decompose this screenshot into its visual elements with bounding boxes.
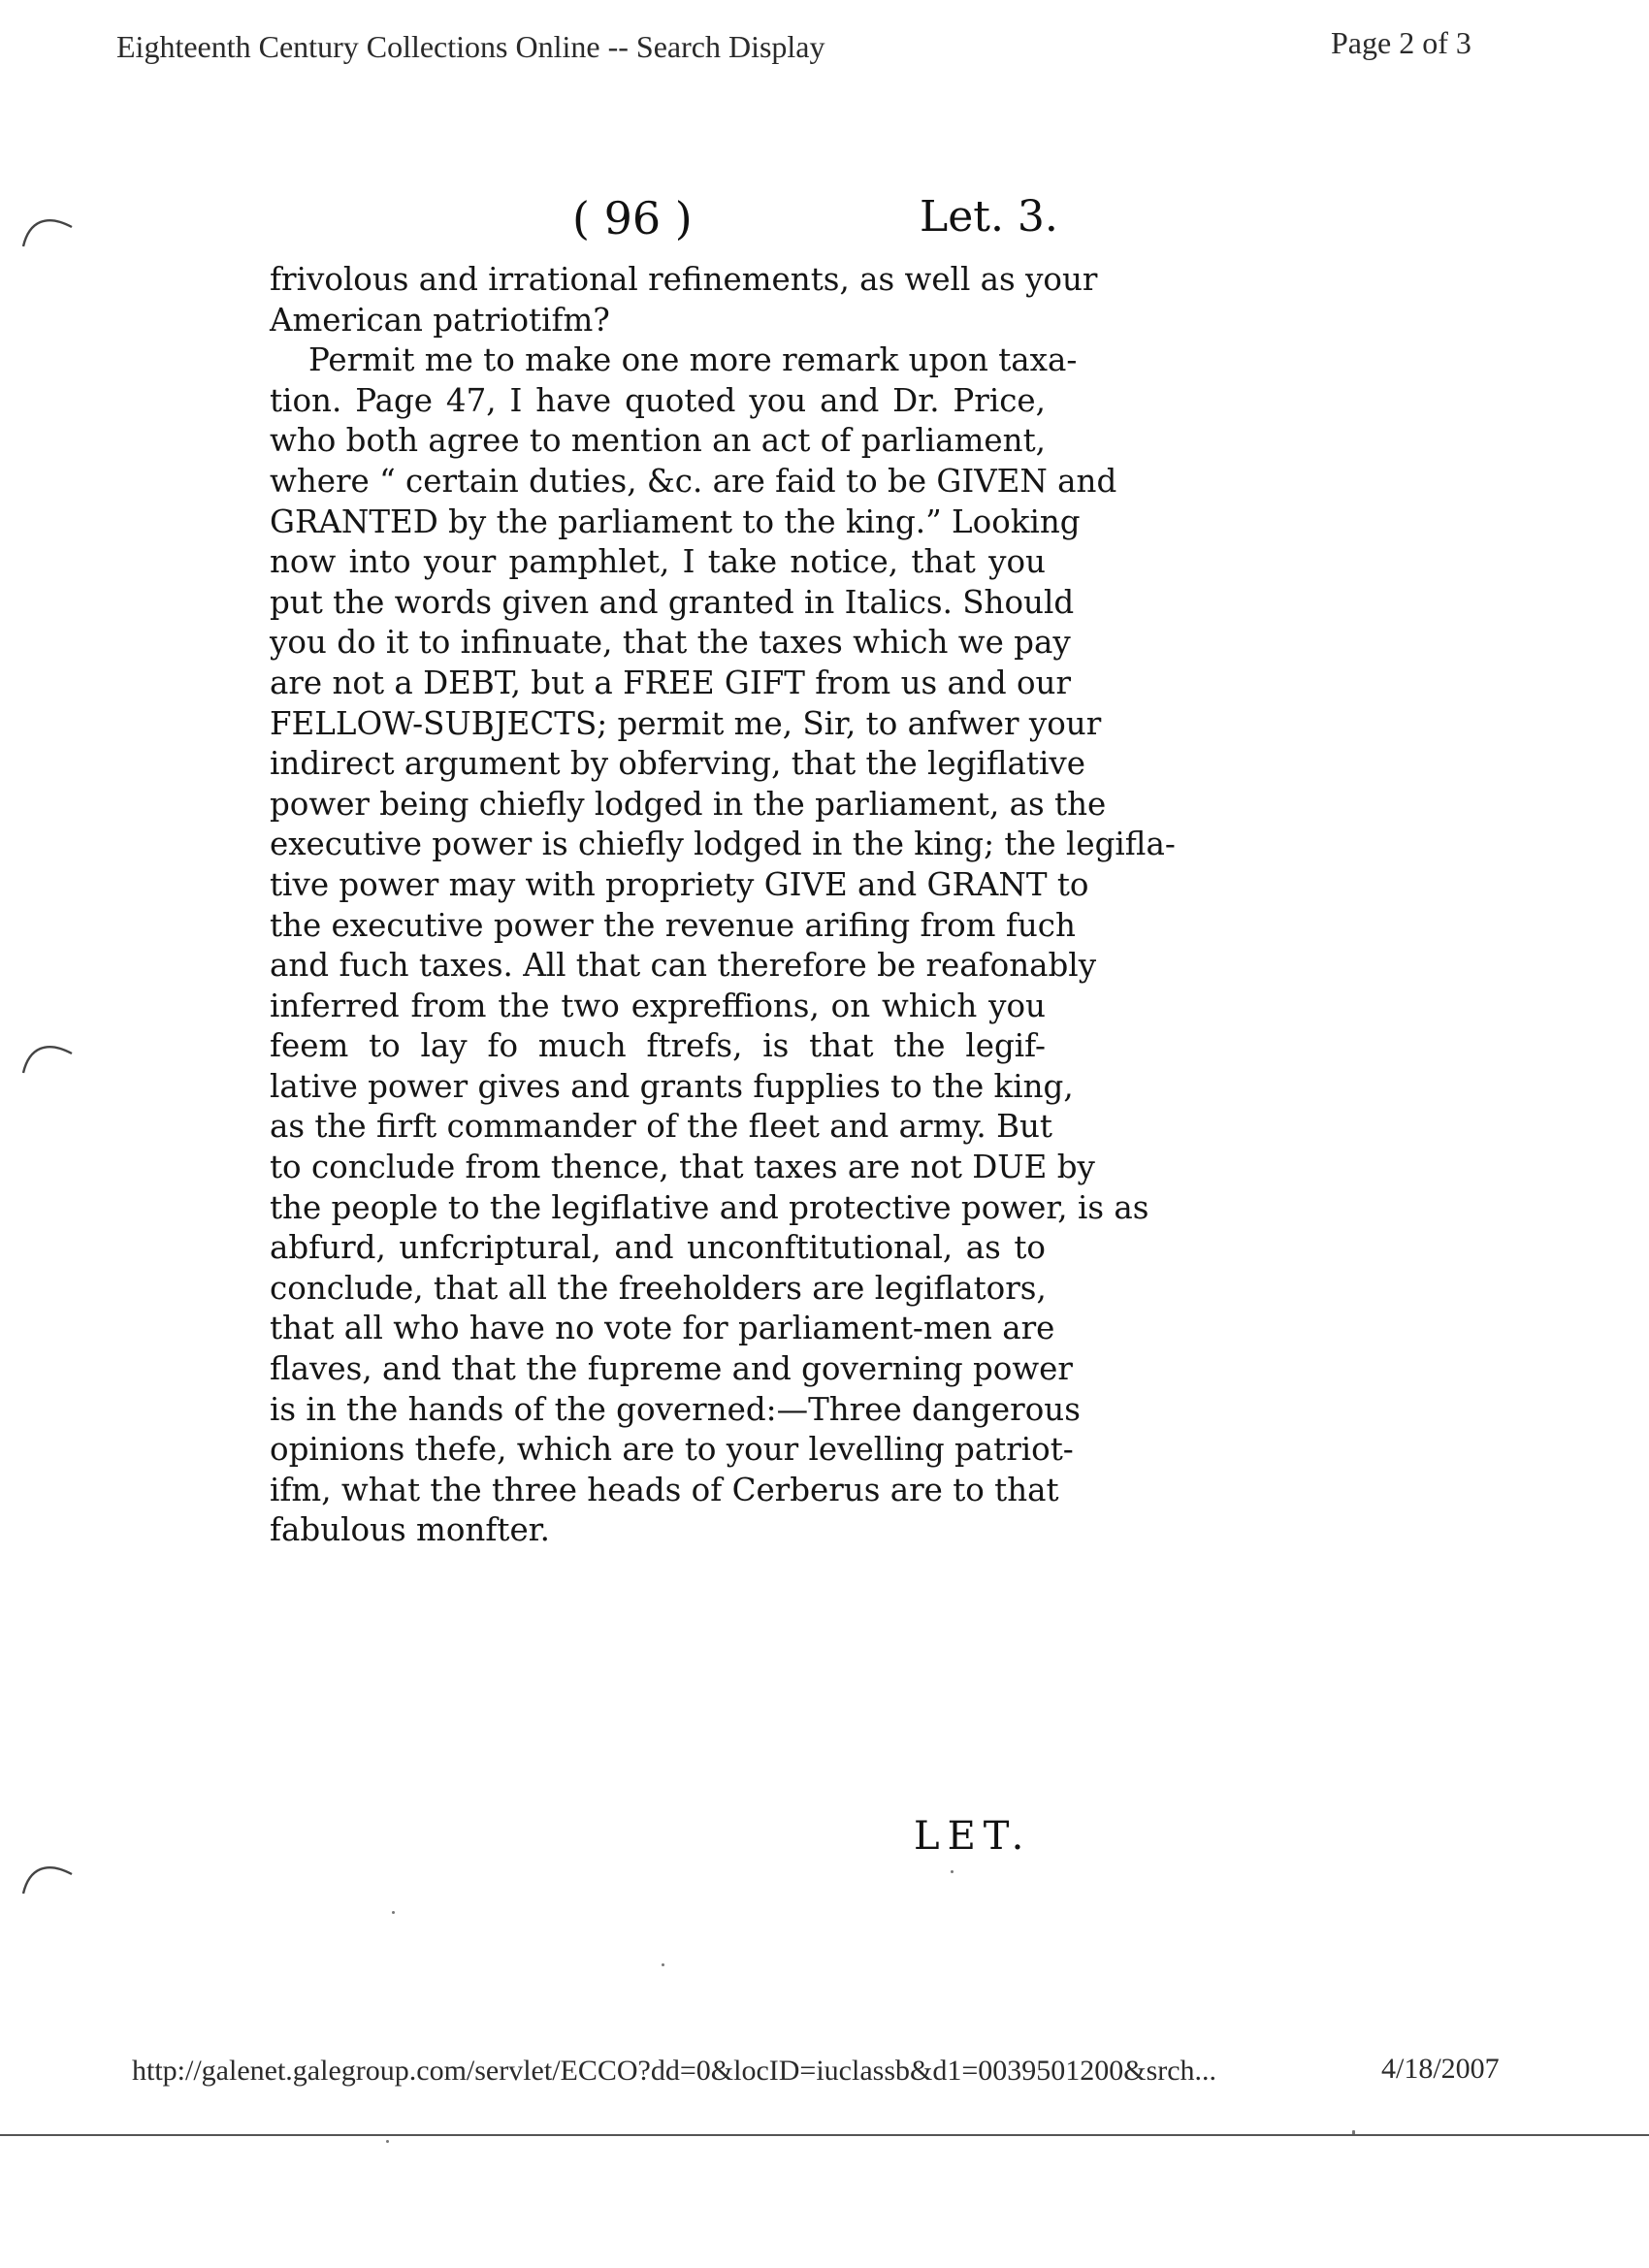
scan-speck [392, 1911, 395, 1914]
text-line: inferred from the two expreffions, on which you [270, 987, 1046, 1024]
text-line: abfurd, unfcriptural, and unconftitutional, as to [270, 1229, 1046, 1267]
binding-hole-mark-top [19, 208, 74, 250]
text-line: put the words given and granted in Italics. Should [270, 583, 1075, 621]
text-line: tion. Page 47, I have quoted you and Dr. Price, [270, 381, 1046, 419]
page-indicator: Page 2 of 3 [1331, 25, 1471, 60]
binding-hole-mark-bottom [19, 1855, 74, 1897]
text-line: to conclude from thence, that taxes are not DUE by [270, 1149, 1095, 1186]
text-line: that all who have no vote for parliament-men are [270, 1310, 1055, 1347]
text-line: indirect argument by obferving, that the legiflative [270, 745, 1085, 783]
text-line: who both agree to mention an act of parliament, [270, 422, 1046, 460]
text-line: are not a DEBT, but a FREE GIFT from us and our [270, 664, 1071, 701]
scan-speck [951, 1870, 954, 1873]
text-line: fabulous monfter. [270, 1511, 550, 1549]
text-line: and fuch taxes. All that can therefore be reafonably [270, 947, 1097, 985]
text-line: executive power is chiefly lodged in the king; the legifla- [270, 826, 1176, 863]
text-line: Permit me to make one more remark upon taxa- [308, 341, 1078, 379]
text-line: frivolous and irrational refinements, as well as your [270, 261, 1098, 298]
page-folio: ( 96 ) [572, 192, 693, 244]
text-line: is in the hands of the governed:—Three dangerous [270, 1390, 1081, 1428]
footer-divider [0, 2134, 1649, 2136]
text-line: opinions thefe, which are to your levelling patriot- [270, 1431, 1074, 1469]
text-line: American patriotifm? [270, 301, 610, 339]
binding-hole-mark-middle [19, 1034, 74, 1077]
text-line: where “ certain duties, &c. are faid to be GIVEN and [270, 462, 1117, 500]
text-line: lative power gives and grants fupplies to the king, [270, 1067, 1074, 1105]
text-line: now into your pamphlet, I take notice, that you [270, 543, 1046, 581]
page-title: Eighteenth Century Collections Online -- Search Display [116, 29, 825, 64]
text-line: conclude, that all the freeholders are legiflators, [270, 1269, 1047, 1307]
text-line: feem to lay fo much ftrefs, is that the legif- [270, 1027, 1046, 1065]
text-line: power being chiefly lodged in the parliament, as the [270, 785, 1107, 823]
footer-url: http://galenet.galegroup.com/servlet/ECCO?dd=0&locID=iuclassb&d1=0039501200&srch... [132, 2055, 1217, 2087]
text-line: the executive power the revenue arifing from fuch [270, 906, 1076, 944]
text-line: tive power may with propriety GIVE and GRANT to [270, 865, 1089, 903]
text-line: you do it to infinuate, that the taxes which we pay [270, 624, 1071, 662]
text-line: ifm, what the three heads of Cerberus are to that [270, 1471, 1059, 1508]
text-line: FELLOW-SUBJECTS; permit me, Sir, to anfwer your [270, 704, 1102, 742]
catchword: LET. [914, 1814, 1032, 1859]
scan-speck [386, 2140, 389, 2143]
text-line: the people to the legiflative and protective power, is as [270, 1188, 1149, 1226]
text-line: GRANTED by the parliament to the king.” Looking [270, 502, 1081, 540]
body-text [270, 260, 1176, 1551]
text-line: as the firft commander of the fleet and army. But [270, 1108, 1052, 1146]
running-head: Let. 3. [920, 192, 1058, 242]
footer-date: 4/18/2007 [1381, 2053, 1500, 2085]
scan-speck [662, 1963, 664, 1966]
text-line: flaves, and that the fupreme and governing power [270, 1350, 1073, 1388]
